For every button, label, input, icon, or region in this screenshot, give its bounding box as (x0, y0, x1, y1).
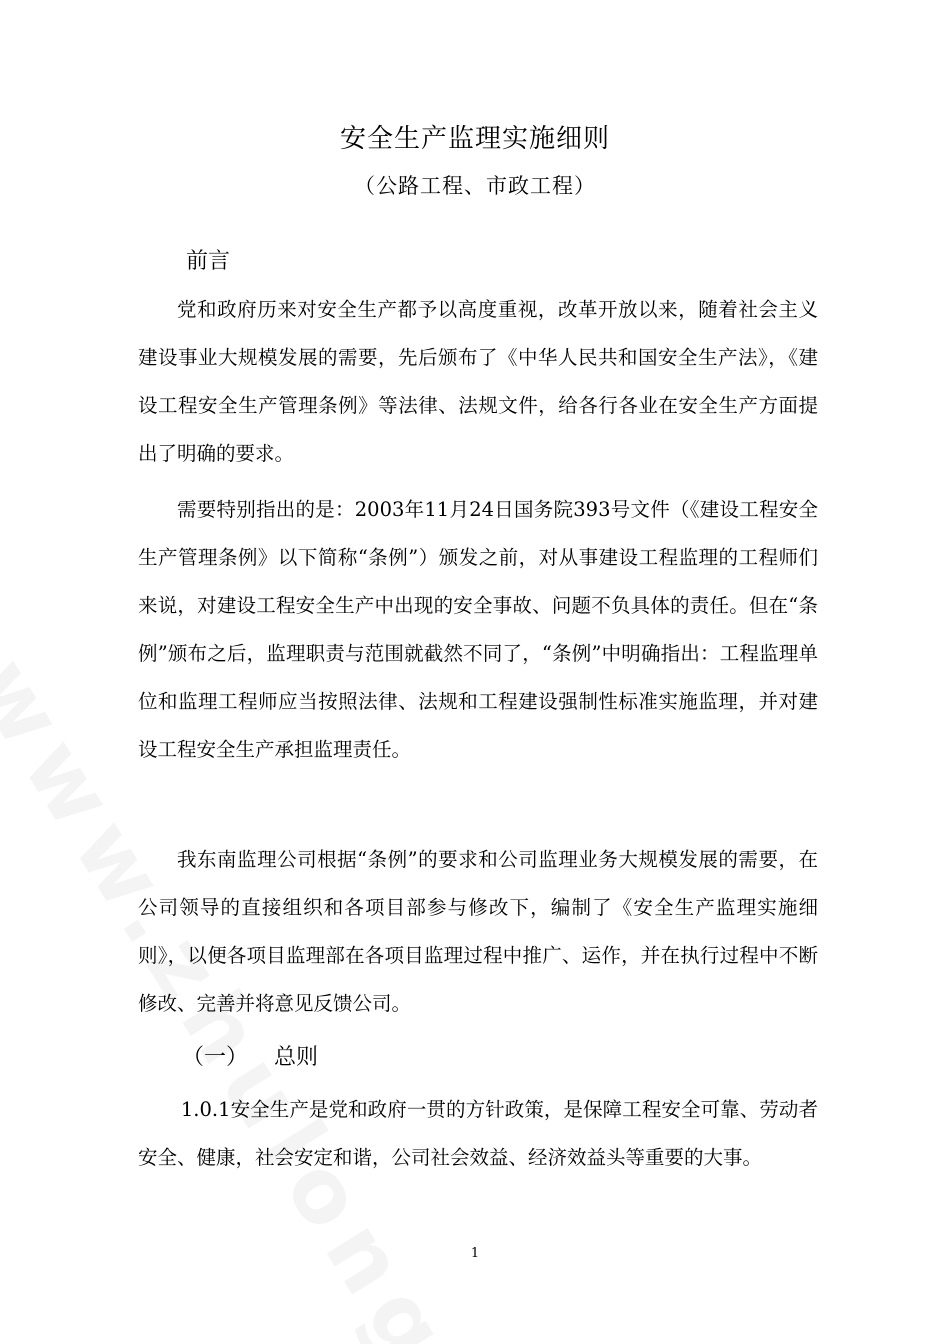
preface-paragraph-3: 我东南监理公司根据“条例”的要求和公司监理业务大规模发展的需要，在公司领导的直接组织和各项目部参与修改下，编制了《安全生产监理实施细则》，以便各项目监理部在各项目监理过程中推广、运作，并在执行过程中不断修改、完善并将意见反馈公司。 (138, 848, 818, 1015)
section-number: （一） (182, 1045, 249, 1070)
preface-paragraph-2: 需要特别指出的是：2003年11月24日国务院393号文件（《建设工程安全生产管理条例》以下简称“条例”）颁发之前，对从事建设工程监理的工程师们来说，对建设工程安全生产中出现的安全事故、问题不负具体的责任。但在“条例”颁布之后，监理职责与范围就截然不同了，“条例”中明确指出：工程监理单位和监理工程师应当按照法律、法规和工程建设强制性标准实施监理，并对建设工程安全生产承担监理责任。 (138, 498, 818, 761)
clause-1-0-1: 1.0.1安全生产是党和政府一贯的方针政策，是保障工程安全可靠、劳动者安全、健康，社会安定和谐，公司社会效益、经济效益头等重要的大事。 (138, 1098, 818, 1169)
document-title: 安全生产监理实施细则 (339, 124, 610, 154)
document-subtitle: （公路工程、市政工程） (354, 174, 596, 198)
preface-heading: 前言 (186, 249, 231, 274)
section-title: 总则 (274, 1045, 319, 1070)
page-number: 1 (470, 1246, 480, 1261)
section-heading (182, 1040, 318, 1071)
preface-paragraph-1: 党和政府历来对安全生产都予以高度重视，改革开放以来，随着社会主义建设事业大规模发展的需要，先后颁布了《中华人民共和国安全生产法》，《建设工程安全生产管理条例》等法律、法规文件，给各行各业在安全生产方面提出了明确的要求。 (138, 298, 818, 465)
